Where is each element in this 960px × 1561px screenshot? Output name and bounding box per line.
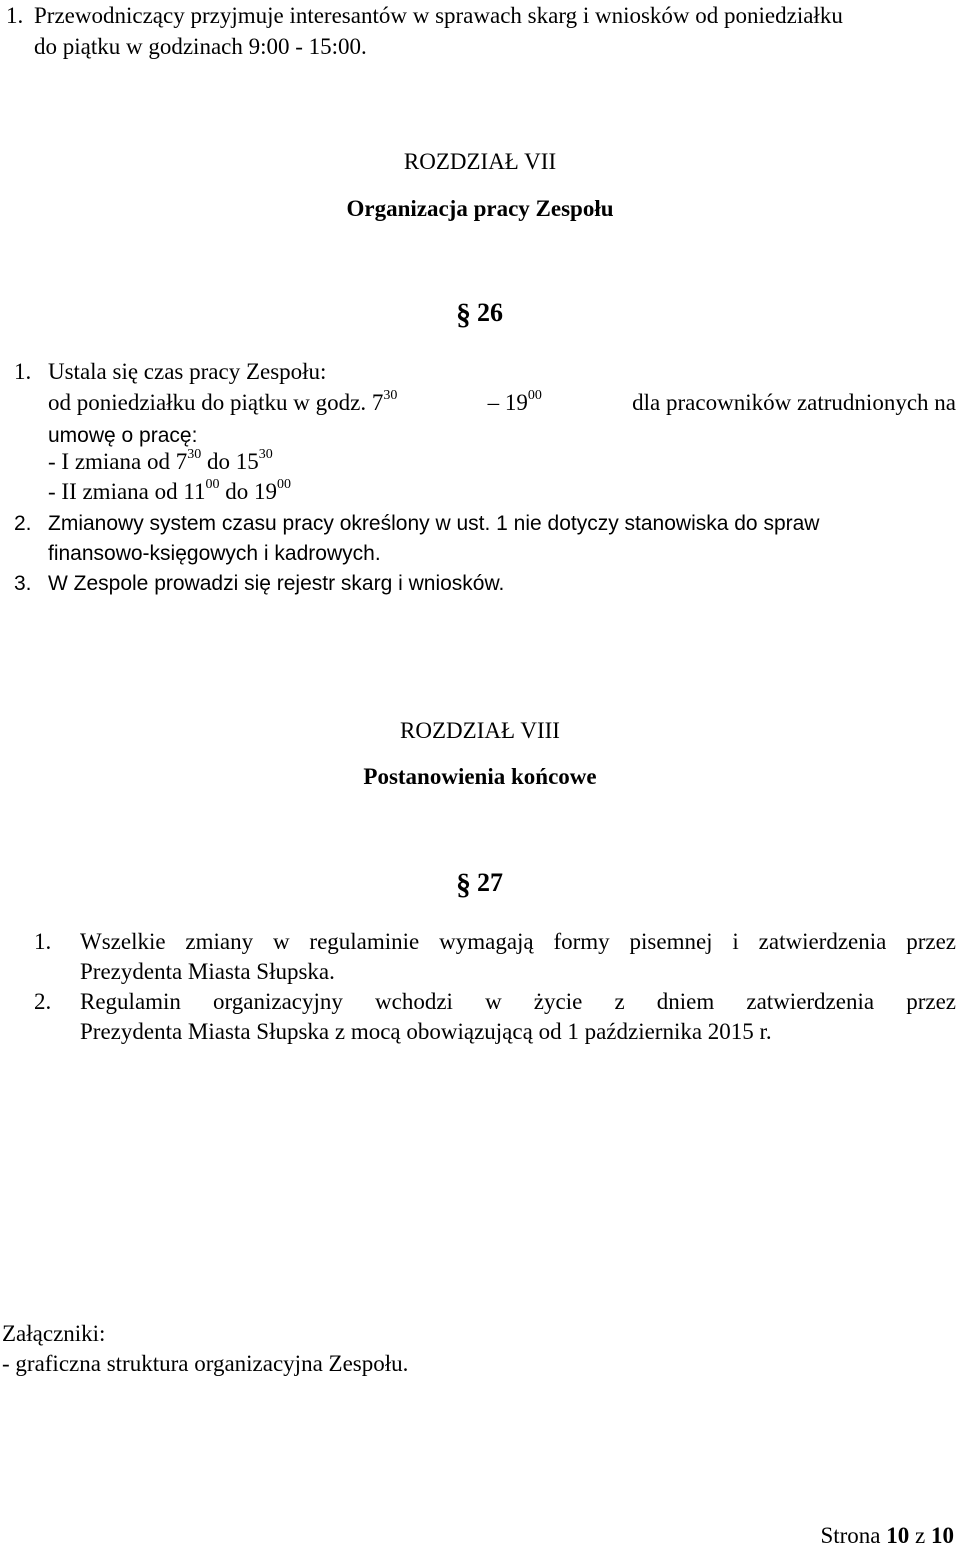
ch8-item-2-line-2: Prezydenta Miasta Słupska z mocą obowiązującą od 1 października 2015 r. (80, 1019, 772, 1044)
hours-suffix: dla pracowników zatrudnionych na (632, 390, 956, 415)
shift-1-line: - I zmiana od $7^{30}$ do $15^{30}$ (48, 447, 273, 474)
intro-number: 1. (6, 3, 24, 28)
ch7-item-2-number: 2. (14, 512, 32, 535)
paragraph-number: 27 (477, 868, 503, 897)
section-sign-icon: § (456, 298, 471, 331)
ch7-contract-line: umowę o pracę: (48, 424, 198, 447)
intro-line-1: Przewodniczący przyjmuje interesantów w sprawach skarg i wniosków od poniedziałku (34, 3, 843, 28)
chapter-7-title: ROZDZIAŁ VII (403, 149, 557, 174)
ch7-item-2-line-2: finansowo-księgowych i kadrowych. (48, 542, 381, 565)
chapter-8-subtitle: Postanowienia końcowe (363, 764, 597, 789)
ch8-item-2-number: 2. (34, 989, 52, 1014)
ch7-item-2-line-1: Zmianowy system czasu pracy określony w ust. 1 nie dotyczy stanowiska do spraw (48, 512, 820, 535)
footer-sep: z (915, 1523, 926, 1548)
shift-2-line: - II zmiana od $11^{00}$ do $19^{00}$ (48, 477, 292, 504)
page-footer (820, 1520, 954, 1551)
attachments-label: Załączniki: (2, 1321, 106, 1346)
ch8-item-2-line-1: Regulamin organizacyjny wchodzi w życie z dniem zatwierdzenia przez (80, 989, 956, 1014)
footer-prefix: Strona (820, 1523, 881, 1548)
ch8-item-1-number: 1. (34, 929, 52, 954)
ch8-item-1-line-2: Prezydenta Miasta Słupska. (80, 959, 335, 984)
chapter-7-subtitle: Organizacja pracy Zespołu (346, 196, 614, 221)
hours-end: – $19^{00}$ (487, 388, 542, 415)
ch7-work-hours-line (48, 387, 956, 418)
ch7-item-3-number: 3. (14, 572, 32, 595)
paragraph-27-heading (456, 866, 503, 901)
intro-line-2: do piątku w godzinach 9:00 - 15:00. (34, 34, 367, 59)
ch7-item-1-text: Ustala się czas pracy Zespołu: (48, 359, 327, 384)
ch8-item-1-line-1: Wszelkie zmiany w regulaminie wymagają formy pisemnej i zatwierdzenia przez (80, 929, 956, 954)
paragraph-26-heading (456, 296, 503, 331)
footer-current-page: 10 (886, 1523, 910, 1548)
ch7-item-1-number: 1. (14, 359, 32, 384)
chapter-8-title: ROZDZIAŁ VIII (400, 718, 560, 743)
hours-prefix: od poniedziałku do piątku w godz. $7^{30}$ (48, 388, 398, 415)
section-sign-icon: § (456, 868, 471, 901)
attachments-item: - graficzna struktura organizacyjna Zespołu. (2, 1351, 409, 1376)
footer-total-pages: 10 (931, 1523, 954, 1548)
paragraph-number: 26 (477, 298, 503, 327)
ch7-item-3-text: W Zespole prowadzi się rejestr skarg i wniosków. (48, 572, 505, 595)
